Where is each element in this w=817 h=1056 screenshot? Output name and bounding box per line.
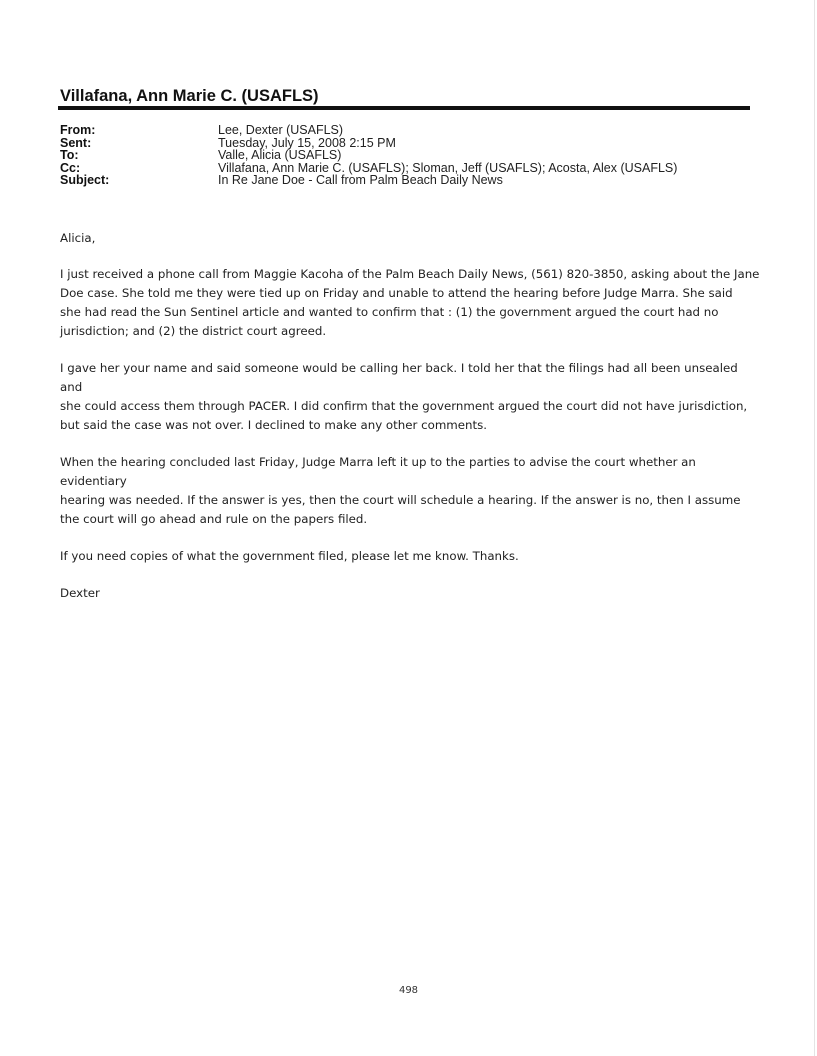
from-value: Lee, Dexter (USAFLS) [218, 123, 344, 137]
body-paragraph [60, 265, 760, 341]
body-line: jurisdiction; and (2) the district court agreed. [60, 324, 327, 338]
header-row-to [60, 149, 677, 162]
page-number: 498 [398, 985, 419, 996]
cc-value: Villafana, Ann Marie C. (USAFLS); Sloman, Jeff (USAFLS); Acosta, Alex (USAFLS) [218, 160, 678, 175]
header-row-subject [60, 174, 677, 187]
signature: Dexter [60, 586, 100, 600]
body-line: but said the case was not over. I declined to make any other comments. [60, 418, 488, 432]
mailbox-owner-title: Villafana, Ann Marie C. (USAFLS) [60, 87, 319, 105]
email-body [60, 229, 760, 621]
header-row-from [60, 124, 677, 137]
body-line: the court will go ahead and rule on the papers filed. [60, 512, 368, 526]
subject-value: In Re Jane Doe - Call from Palm Beach Daily News [218, 173, 503, 188]
cc-label: Cc: [60, 160, 81, 175]
sent-value: Tuesday, July 15, 2008 2:15 PM [218, 135, 396, 150]
to-value: Valle, Alicia (USAFLS) [218, 148, 342, 163]
page-edge [814, 0, 815, 1056]
email-header [60, 124, 677, 187]
salutation: Alicia, [60, 231, 96, 245]
subject-label: Subject: [60, 173, 110, 188]
body-paragraph [60, 453, 760, 529]
header-row-sent [60, 137, 677, 150]
header-divider [58, 106, 750, 110]
body-paragraph: If you need copies of what the government filed, please let me know. Thanks. [60, 549, 519, 563]
body-line: she had read the Sun Sentinel article and wanted to confirm that : (1) the government argued the court had no [60, 305, 719, 319]
body-line: When the hearing concluded last Friday, Judge Marra left it up to the parties to advise the court whether an evidentiary [60, 455, 696, 488]
body-line: Doe case. She told me they were tied up on Friday and unable to attend the hearing before Judge Marra. She said [60, 286, 733, 300]
body-line: I just received a phone call from Maggie Kacoha of the Palm Beach Daily News, (561) 820-3850, asking about the Jane [60, 267, 760, 281]
body-paragraph [60, 359, 760, 435]
body-line: I gave her your name and said someone would be calling her back. I told her that the filings had all been unsealed and [60, 361, 738, 394]
from-label: From: [60, 123, 96, 137]
sent-label: Sent: [60, 135, 92, 150]
body-line: hearing was needed. If the answer is yes, then the court will schedule a hearing. If the answer is no, then I assume [60, 493, 741, 507]
body-line: she could access them through PACER. I did confirm that the government argued the court did not have jurisdiction, [60, 399, 748, 413]
to-label: To: [60, 148, 79, 163]
